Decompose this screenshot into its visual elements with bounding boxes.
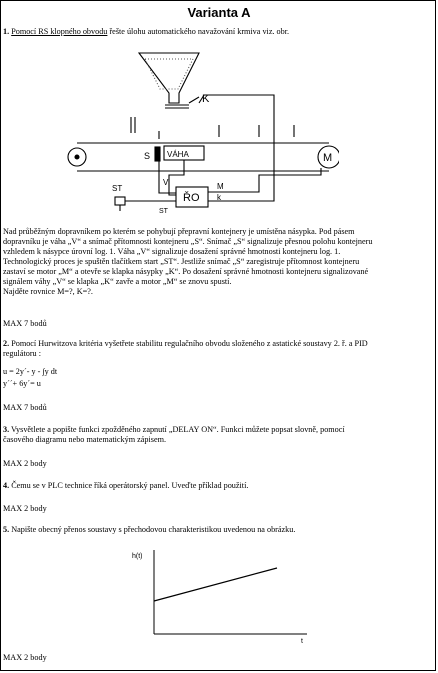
conveyor-belt bbox=[77, 143, 329, 171]
sensor bbox=[155, 147, 160, 161]
question-2-line-1: Pomocí Hurwitzova kritéria vyšetřete stabilitu regulačního obvodu složeného z astatické soustavy 2. ř. a PID bbox=[11, 339, 368, 348]
question-3-line-1: Vysvětlete a popište funkci zpožděného zapnutí „DELAY ON“. Funkci můžete popsat slovně, pomocí bbox=[11, 425, 345, 434]
hopper-fill bbox=[145, 59, 193, 89]
question-5-line: Napište obecný přenos soustavy s přechodovou charakteristikou uvedenou na obrázku. bbox=[11, 525, 296, 534]
question-4-number: 4. bbox=[3, 481, 10, 490]
question-1-text-2: dopravníku je váha „V“ a snímač přítomnosti kontejneru „S“. Snímač „S“ signalizuje přesnou polohu kontejneru bbox=[3, 237, 373, 246]
question-2-text-2: regulátoru : bbox=[3, 349, 41, 358]
question-2-equation-1: u = 2y´- y - ∫y dt bbox=[3, 367, 58, 376]
start-button-label: ST bbox=[112, 184, 123, 193]
question-1-text-5: zastaví se motor „M“ a otevře se klapka násypky „K“. Po dosažení správné hmotnosti kontejneru signalizované bbox=[3, 267, 369, 276]
hopper bbox=[139, 53, 199, 103]
question-3-max: MAX 2 body bbox=[3, 459, 47, 468]
question-2-text-1 bbox=[3, 339, 368, 349]
question-3-text-1 bbox=[3, 425, 345, 435]
graph-xlabel: t bbox=[301, 638, 303, 645]
question-1-text-4: Technologický proces je spuštěn tlačítkem start „ST“. Jestliže snímač „S“ zaregistruje přítomnost kontejneru bbox=[3, 257, 360, 266]
question-5-text bbox=[3, 525, 295, 535]
question-2-number: 2. bbox=[3, 339, 10, 348]
question-3-text-2: časového diagramu nebo matematickým zápisem. bbox=[3, 435, 167, 444]
question-1-heading bbox=[3, 27, 289, 37]
question-1-text-7: Najděte rovnice M=?, K=?. bbox=[3, 287, 93, 296]
control-unit-label: ŘO bbox=[183, 192, 200, 204]
question-4-line: Čemu se v PLC technice říká operátorský panel. Uveďte příklad použití. bbox=[11, 481, 249, 490]
question-1-number: 1. bbox=[3, 27, 10, 36]
motor-label: M bbox=[323, 152, 333, 164]
question-1-text-1: Nad průběžným dopravníkem po kterém se pohybují přepravní kontejnery je umístěna násypka. Pod pásem bbox=[3, 227, 355, 236]
page-title: Varianta A bbox=[187, 5, 251, 20]
hopper-flap bbox=[165, 105, 189, 108]
start-button bbox=[115, 197, 125, 205]
question-2-equation-2: y´´+ 6y´= u bbox=[3, 379, 41, 388]
question-5-max: MAX 2 body bbox=[3, 653, 47, 662]
question-2-max: MAX 7 bodů bbox=[3, 403, 47, 412]
question-1-text-3: vzhledem k násypce úrovní log. 1. Váha „V“ signalizuje dosažení správné hmotnosti kontejneru log. 1. bbox=[3, 247, 341, 256]
wiring bbox=[159, 95, 321, 201]
question-5-number: 5. bbox=[3, 525, 10, 534]
conveyor-diagram bbox=[59, 45, 339, 223]
question-4-text bbox=[3, 481, 248, 491]
sensor-label: S bbox=[144, 151, 151, 161]
scale-label: VÁHA bbox=[167, 150, 189, 159]
wire-label-st: ST bbox=[159, 208, 168, 215]
graph-ylabel: h(t) bbox=[132, 553, 143, 560]
flap-label: K bbox=[202, 93, 210, 105]
question-3-number: 3. bbox=[3, 425, 10, 434]
wire-label-m: M bbox=[217, 182, 224, 191]
question-1-task: řešte úlohu automatického navažování krmiva viz. obr. bbox=[107, 27, 290, 36]
wire-label-k: k bbox=[217, 193, 221, 202]
question-1-lead: Pomocí RS klopného obvodu bbox=[11, 27, 108, 36]
question-1-text-6: signálem váhy „V“ se klapka „K“ zavře a motor „M“ se znovu spustí. bbox=[3, 277, 232, 286]
question-1-max: MAX 7 bodů bbox=[3, 319, 47, 328]
wire-label-v: V bbox=[163, 178, 169, 187]
question-4-max: MAX 2 body bbox=[3, 504, 47, 513]
step-response-line bbox=[154, 568, 277, 601]
step-response-graph bbox=[129, 546, 309, 646]
